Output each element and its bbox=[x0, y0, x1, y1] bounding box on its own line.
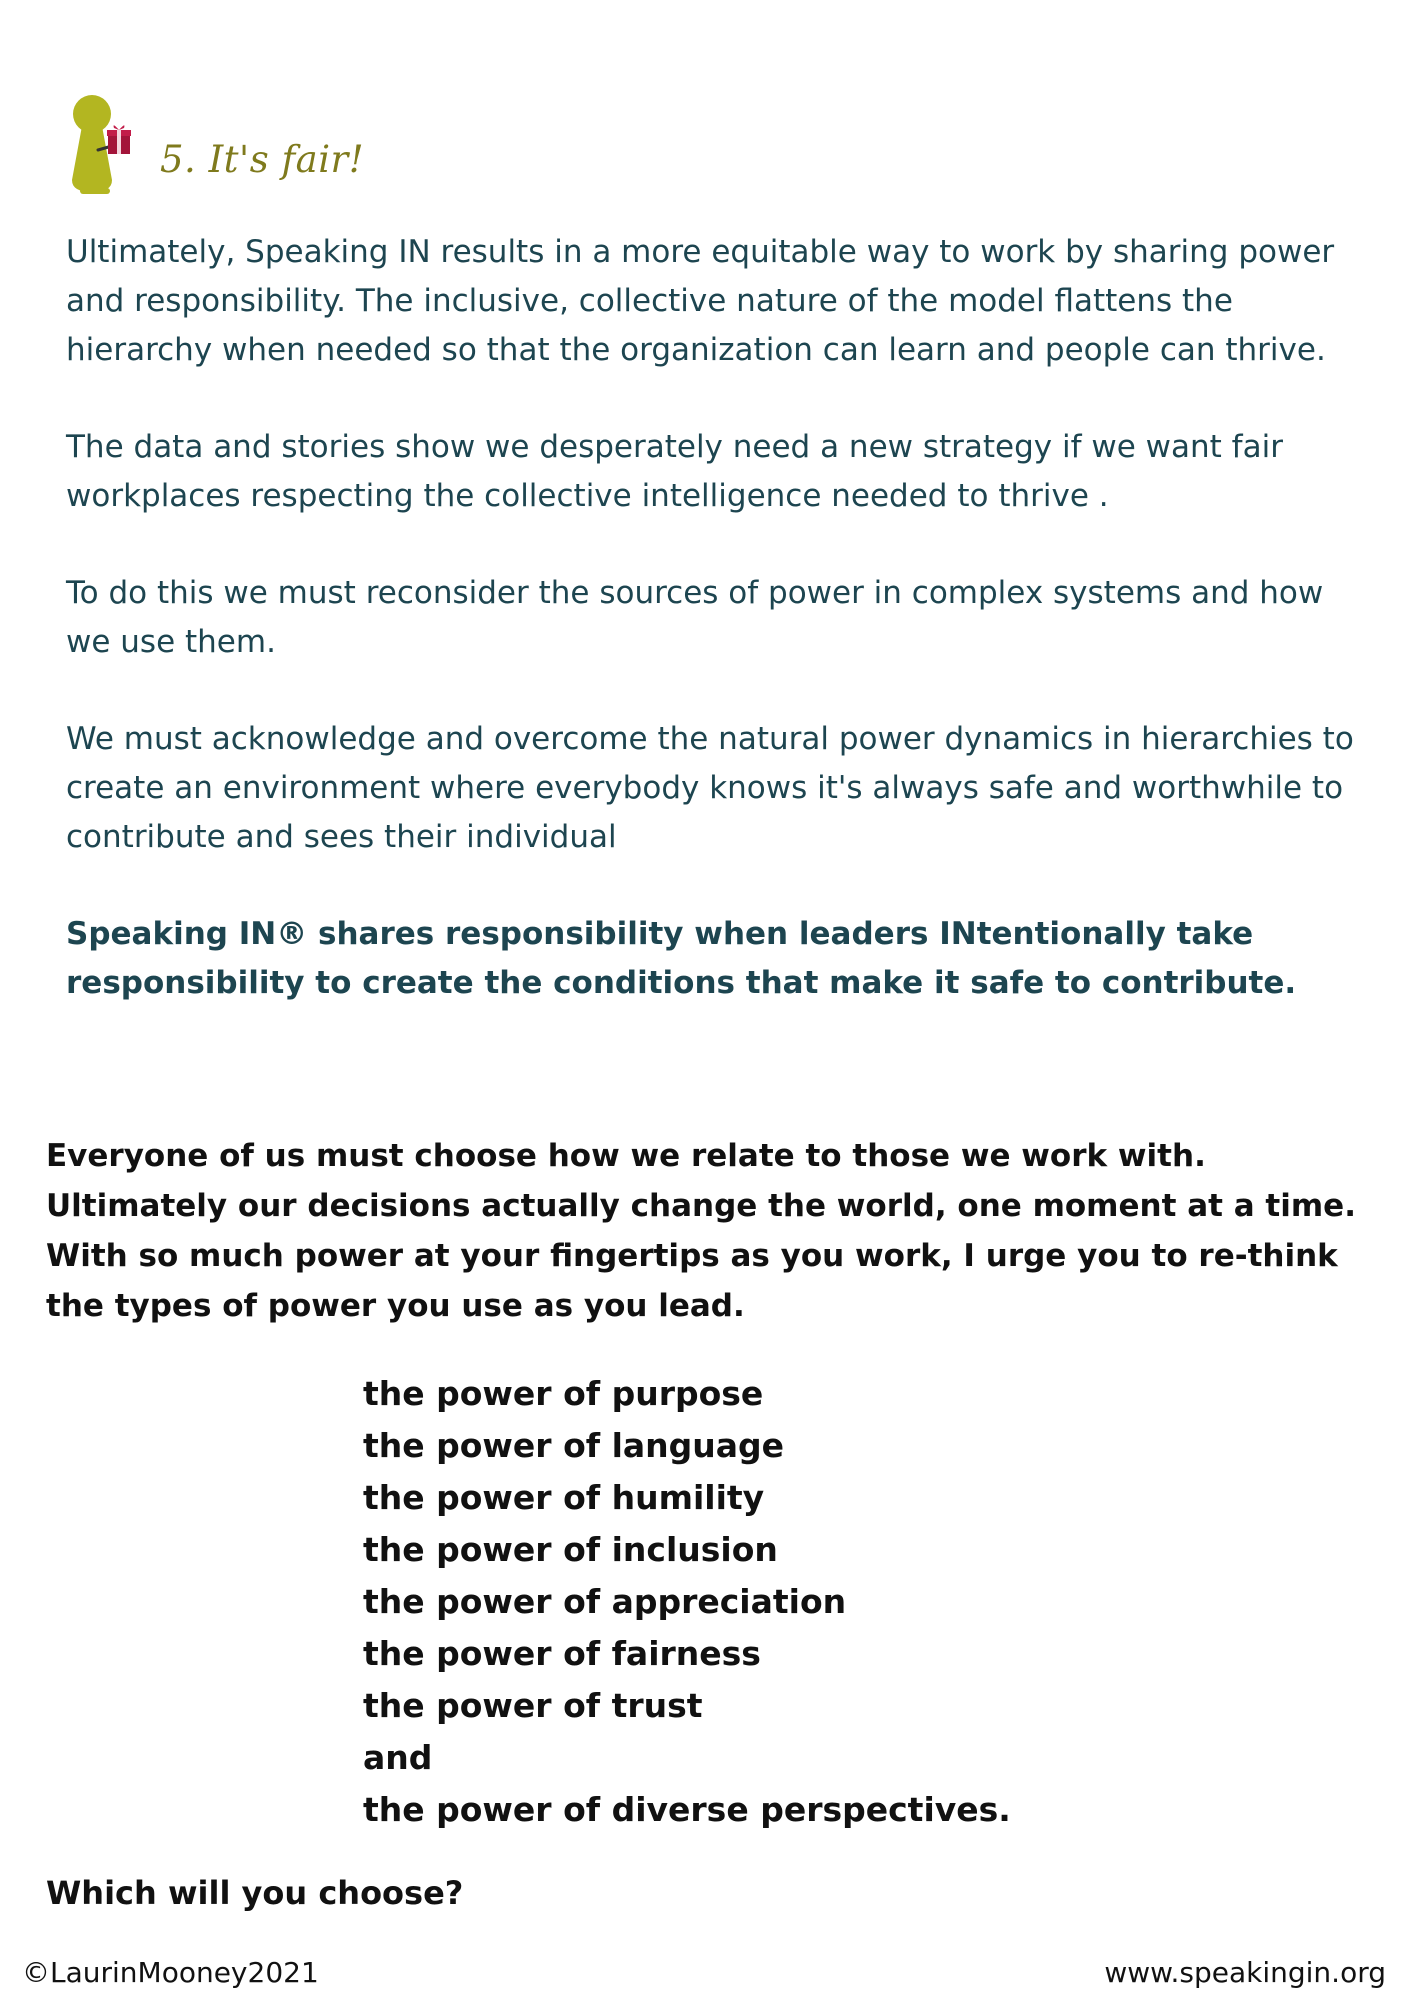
list-item: the power of trust bbox=[363, 1686, 703, 1725]
paragraph: We must acknowledge and overcome the natural power dynamics in hierarchies to create an environment where everybody knows it's always safe and worthwhile to contribute and sees their individual bbox=[66, 721, 1354, 855]
section-title: 5. It's fair! bbox=[160, 138, 365, 181]
list-item: the power of appreciation bbox=[363, 1582, 847, 1621]
paragraph: Ultimately, Speaking IN results in a more equitable way to work by sharing power and responsibility. The inclusive, collective nature of the model flattens the hierarchy when needed so that the organization can learn and people can thrive. bbox=[66, 234, 1335, 368]
list-item: the power of diverse perspectives. bbox=[363, 1790, 1011, 1829]
list-item: the power of humility bbox=[363, 1478, 765, 1517]
pawn-with-gift-icon bbox=[68, 92, 148, 196]
closing-question: Which will you choose? bbox=[46, 1874, 464, 1912]
list-item: and bbox=[363, 1738, 433, 1777]
section-header bbox=[68, 92, 668, 202]
paragraph: The data and stories show we desperately need a new strategy if we want fair workplaces respecting the collective intelligence needed to thrive . bbox=[66, 429, 1283, 514]
paragraph: To do this we must reconsider the sources of power in complex systems and how we use them. bbox=[66, 575, 1324, 660]
list-item: the power of language bbox=[363, 1426, 785, 1465]
list-item: the power of purpose bbox=[363, 1374, 764, 1413]
power-list bbox=[363, 1368, 1011, 1836]
emphasis-paragraph: Speaking IN® shares responsibility when leaders INtentionally take responsibility to create the conditions that make it safe to contribute. bbox=[66, 916, 1297, 1001]
closing-paragraph: Everyone of us must choose how we relate to those we work with. Ultimately our decisions actually change the world, one moment at a time. With so much power at your fingertips as you work, I urge you to re-think the types of power you use as you lead. bbox=[46, 1138, 1356, 1324]
body-text bbox=[66, 228, 1356, 1008]
website-link[interactable]: www.speakingin.org bbox=[1104, 1956, 1386, 1989]
list-item: the power of fairness bbox=[363, 1634, 761, 1673]
list-item: the power of inclusion bbox=[363, 1530, 778, 1569]
copyright-text: ©LaurinMooney2021 bbox=[22, 1956, 319, 1989]
